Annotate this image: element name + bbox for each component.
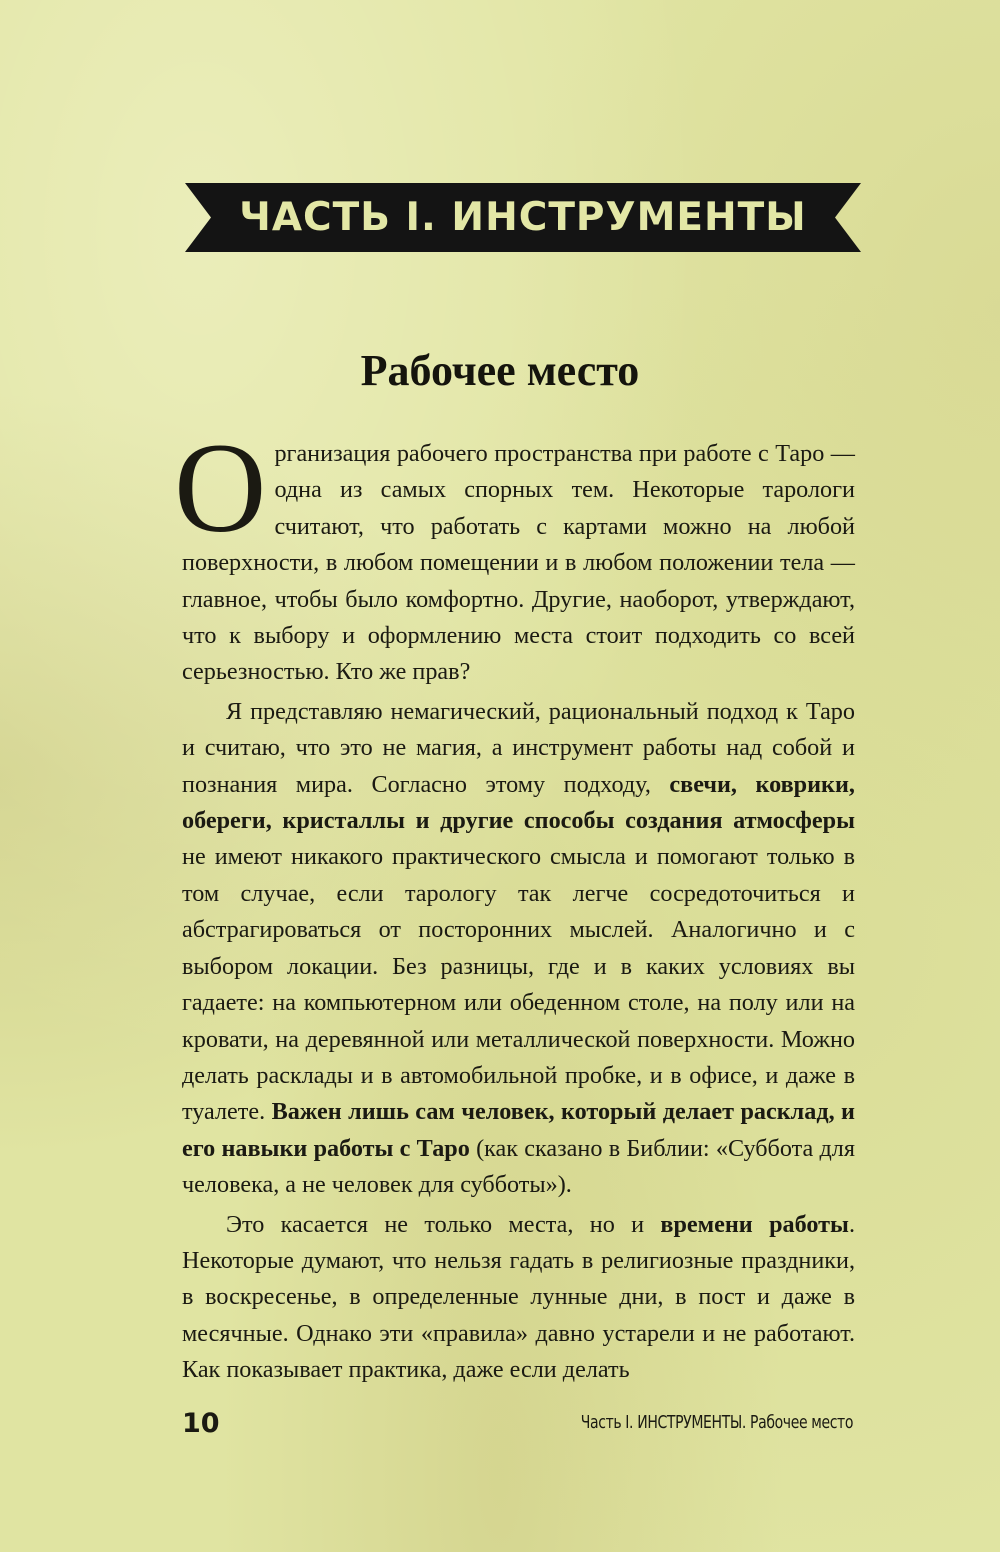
- paragraph-3: [182, 1207, 855, 1389]
- paragraph-2-text-a: Я представляю немагический, рациональный подход к Таро и считаю, что это не магия, а инструмент работы над собой и познания мира. Согласно этому подходу,: [182, 697, 855, 798]
- drop-cap: О: [174, 417, 267, 559]
- paragraph-2-text-c: (как сказано в Библии: «Суббота для человека, а не человек для субботы»).: [182, 1134, 855, 1199]
- paragraph-3-text-b: . Некоторые думают, что нельзя гадать в религиозные праздники, в воскресенье, в определенные лунные дни, в пост и даже в месячные. Однако эти «правила» давно устарели и не работают. Как показывает практика, даже если делать: [182, 1210, 855, 1384]
- chapter-title: ЧАСТЬ I. ИНСТРУМЕНТЫ: [239, 195, 807, 240]
- paragraph-2-bold-b: Важен лишь сам человек, который делает расклад, и его навыки работы с Таро: [182, 1098, 855, 1162]
- running-title: Часть I. ИНСТРУМЕНТЫ. Рабочее место: [580, 1412, 853, 1433]
- body-text: [174, 417, 855, 1389]
- paragraph-1-text: рганизация рабочего пространства при работе с Таро — одна из самых спорных тем. Некоторые тарологи считают, что работать с картами можно на любой поверхности, в любом помещении и в любом положении тела — главное, чтобы было комфортно. Другие, наоборот, утверждают, что к выбору и оформлению места стоит подходить со всей серьезностью. Кто же прав?: [182, 440, 855, 686]
- page-number: 10: [182, 1408, 220, 1439]
- paragraph-2-text-b: не имеют никакого практического смысла и помогают только в том случае, если тарологу так легче сосредоточиться и абстрагироваться от посторонних мыслей. Аналогично и с выбором локации. Без разницы, где и в каких условиях вы гадаете: на компьютерном или обеденном столе, на полу или на кровати, на деревянной или металлической поверхности. Можно делать расклады и в автомобильной пробке, и в офисе, и даже в туалете.: [182, 843, 855, 1126]
- paragraph-2: [182, 694, 855, 1204]
- paragraph-3-text-a: Это касается не только места, но и: [226, 1210, 661, 1238]
- section-title: Рабочее место: [360, 346, 640, 395]
- paragraph-1: [174, 417, 855, 691]
- paragraph-2-bold-a: свечи, коврики, обереги, кристаллы и другие способы создания атмосферы: [182, 770, 855, 835]
- paragraph-3-bold-a: времени работы: [660, 1210, 849, 1238]
- chapter-banner: [185, 183, 861, 252]
